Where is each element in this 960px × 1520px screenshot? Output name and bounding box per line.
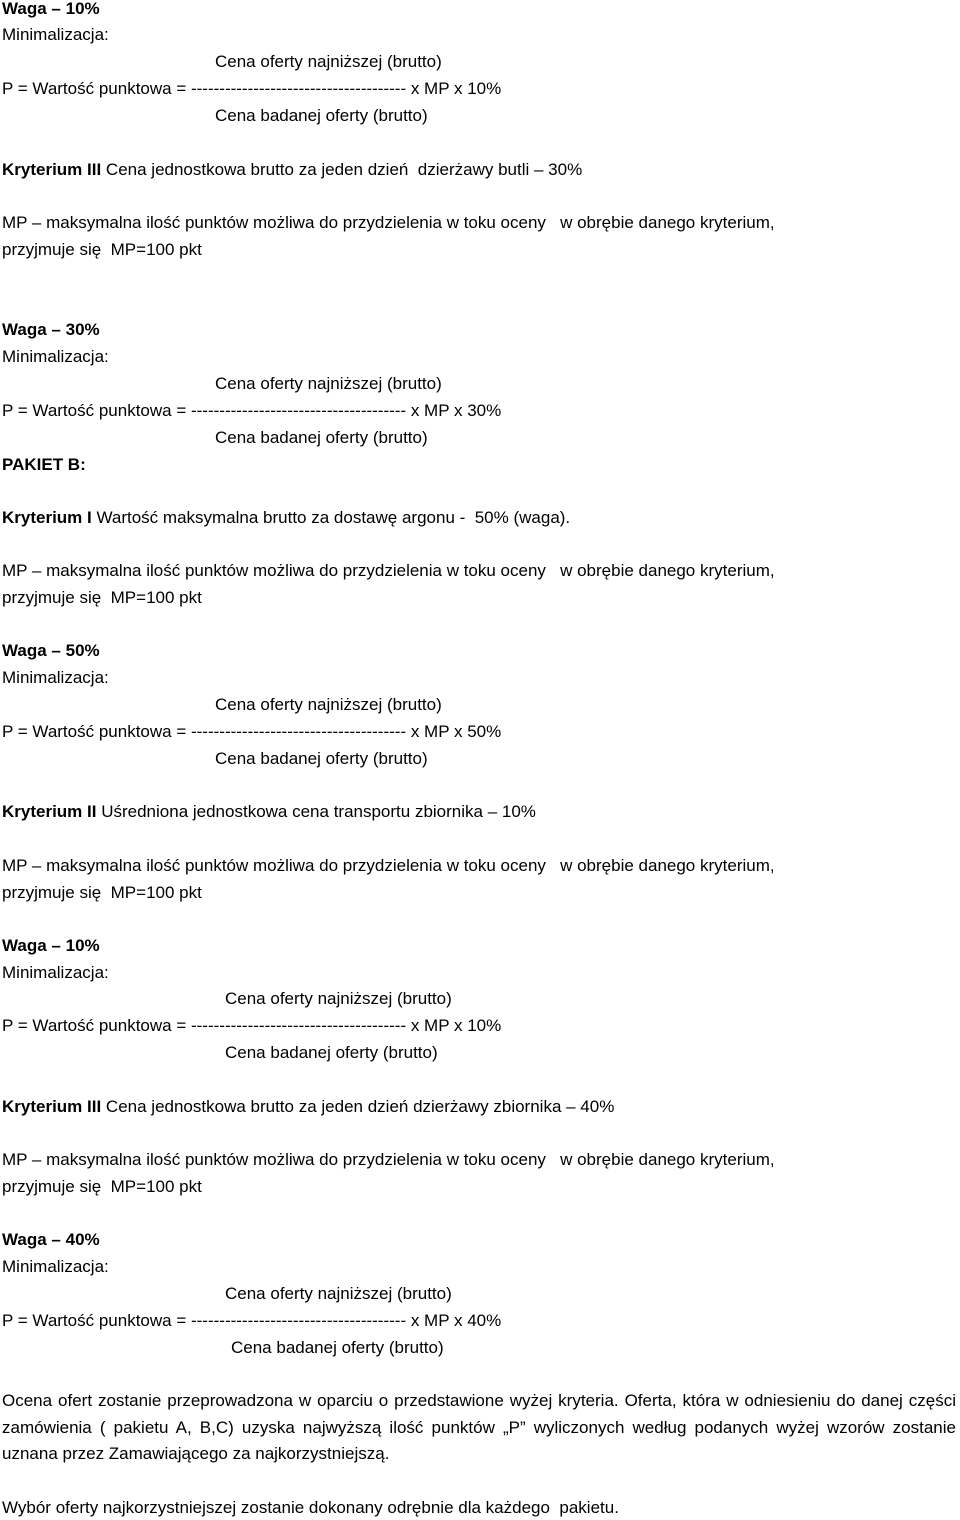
minimalizacja-label: Minimalizacja: [2,25,109,44]
criterion-title [2,801,536,823]
formula-line: P = Wartość punktowa = -------------------------------------- x MP x 30% [2,401,502,420]
mp-definition-line1: MP – maksymalna ilość punktów możliwa do przydzielenia w toku oceny w obrębie danego kryterium, [2,1150,775,1169]
minimalizacja-label: Minimalizacja: [2,1257,109,1276]
formula-denominator: Cena badanej oferty (brutto) [215,106,428,125]
formula-line: P = Wartość punktowa = -------------------------------------- x MP x 10% [2,79,502,98]
formula-numerator: Cena oferty najniższej (brutto) [225,989,452,1008]
criterion-title-bold: Kryterium II [2,802,97,821]
criterion-title-rest: Cena jednostkowa brutto za jeden dzień dzierżawy butli – 30% [101,160,583,179]
formula-line: P = Wartość punktowa = -------------------------------------- x MP x 40% [2,1311,502,1330]
waga-heading: Waga – 30% [2,320,100,339]
mp-definition-line1: MP – maksymalna ilość punktów możliwa do przydzielenia w toku oceny w obrębie danego kryterium, [2,561,775,580]
mp-definition-line1: MP – maksymalna ilość punktów możliwa do przydzielenia w toku oceny w obrębie danego kryterium, [2,213,775,232]
criterion-title-bold: Kryterium III [2,1097,102,1116]
criterion-title-rest: Cena jednostkowa brutto za jeden dzień dzierżawy zbiornika – 40% [101,1097,615,1116]
criterion-title [2,159,582,181]
selection-note: Wybór oferty najkorzystniejszej zostanie dokonany odrębnie dla każdego pakietu. [2,1498,619,1517]
criterion-title-bold: Kryterium III [2,160,102,179]
mp-definition-line2: przyjmuje się MP=100 pkt [2,240,202,259]
formula-numerator: Cena oferty najniższej (brutto) [215,695,442,714]
waga-heading: Waga – 40% [2,1230,100,1249]
mp-definition-line1: MP – maksymalna ilość punktów możliwa do przydzielenia w toku oceny w obrębie danego kryterium, [2,856,775,875]
formula-numerator: Cena oferty najniższej (brutto) [225,1284,452,1303]
mp-definition-line2: przyjmuje się MP=100 pkt [2,1177,202,1196]
criterion-title-bold: Kryterium I [2,508,92,527]
criterion-title-rest: Uśredniona jednostkowa cena transportu zbiornika – 10% [96,802,536,821]
criterion-title [2,1096,614,1118]
waga-heading: Waga – 50% [2,641,100,660]
formula-denominator: Cena badanej oferty (brutto) [215,749,428,768]
mp-definition-line2: przyjmuje się MP=100 pkt [2,883,202,902]
waga-heading: Waga – 10% [2,0,100,18]
mp-definition-line2: przyjmuje się MP=100 pkt [2,588,202,607]
evaluation-paragraph: Ocena ofert zostanie przeprowadzona w oparciu o przedstawione wyżej kryteria. Oferta, która w odniesieniu do danej części zamówienia ( pakietu A, B,C) uzyska najwyższą ilość punktów „P” wyliczonych według podanych wyżej wzorów zostanie uznana przez Zamawiającego za najkorzystniejszą. [2,1391,956,1463]
formula-denominator: Cena badanej oferty (brutto) [231,1338,444,1357]
pakiet-heading: PAKIET B: [2,455,86,474]
minimalizacja-label: Minimalizacja: [2,668,109,687]
formula-line: P = Wartość punktowa = -------------------------------------- x MP x 10% [2,1016,502,1035]
formula-denominator: Cena badanej oferty (brutto) [215,428,428,447]
waga-heading: Waga – 10% [2,936,100,955]
minimalizacja-label: Minimalizacja: [2,347,109,366]
formula-numerator: Cena oferty najniższej (brutto) [215,52,442,71]
minimalizacja-label: Minimalizacja: [2,963,109,982]
formula-line: P = Wartość punktowa = -------------------------------------- x MP x 50% [2,722,502,741]
criterion-title [2,507,570,529]
criterion-title-rest: Wartość maksymalna brutto za dostawę argonu - 50% (waga). [91,508,571,527]
formula-numerator: Cena oferty najniższej (brutto) [215,374,442,393]
formula-denominator: Cena badanej oferty (brutto) [225,1043,438,1062]
